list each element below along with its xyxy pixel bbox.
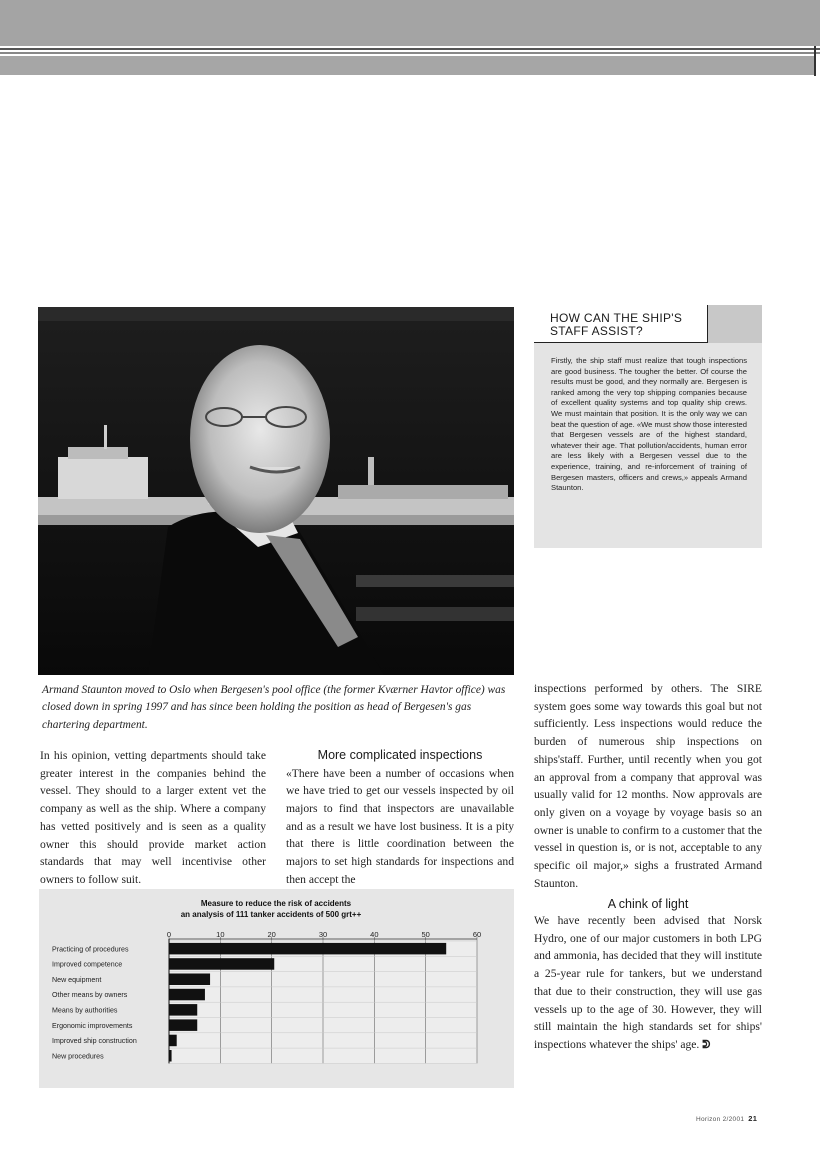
header-rule [0, 52, 820, 54]
x-tick-label: 20 [267, 930, 276, 939]
bar [169, 974, 210, 986]
x-tick-label: 10 [216, 930, 225, 939]
section-heading: A chink of light [607, 897, 689, 911]
article-text: We have recently been advised that Norsk Hydro, one of our major customers in both LPG and ammonia, has decided that they will institute a 25-year rule for tankers, but we understand that due to their construction, they will use gas vessels up to the age of 30. However, they will still maintain the high standards set for ships' inspections whatever the ships' age. [534, 914, 762, 1051]
end-mark: ᕲ [702, 1038, 711, 1051]
bar [169, 1004, 197, 1016]
bar [169, 989, 205, 1001]
article-column-1: In his opinion, vetting departments should take greater interest in the companies behind the vessel. They should to a larger extent vet the company as well as the ship. Where a company has vetted positively and is seen as a quality owner this should provide market action standards that may well incentivise other owners to follow suit. [40, 749, 266, 886]
photo-caption: Armand Staunton moved to Oslo when Bergesen's pool office (the former Kværner Havtor office) was closed down in spring 1997 and has since been holding the position as head of Bergesen's gas chartering department. [42, 684, 506, 731]
category-label: Ergonomic improvements [52, 1021, 133, 1030]
category-label: Improved ship construction [52, 1037, 137, 1046]
article-column-3-continued [534, 912, 762, 1055]
header-band [0, 0, 820, 46]
portrait-illustration [38, 307, 514, 675]
bar [169, 958, 274, 970]
sidebar-text: Firstly, the ship staff must realize that tough inspections are good business. The tougher the better. Of course the results must be good, and they normally are. Bergesen is ranked among the very top shipping companies because of excellent quality systems and top quality ship crews. We must maintain that position. It is the only way we can beat the question of age. «We must show those interested that Bergesen vessels are of the highest standard, whatever their age. That pollution/accidents, human error are less likely with a Bergesen vessel due to the experience, training, and re-inforcement of training of Bergesen masters, officers and crews,» appeals Armand Staunton. [551, 356, 747, 493]
accident-chart [39, 889, 514, 1088]
header-stripe [0, 56, 816, 75]
article-text: «There have been a number of occasions when we have tried to get our vessels inspected by oil majors to find that inspectors are unavailable and as a result we have lost business. It is a pity that there is little coordination between the majors to set high standards for inspections and then accept the [286, 766, 514, 886]
category-label: Improved competence [52, 960, 123, 969]
x-tick-label: 30 [318, 930, 328, 939]
x-tick-label: 50 [421, 930, 430, 939]
sidebar-header [534, 305, 762, 343]
bar [169, 943, 446, 955]
sidebar-tab [707, 305, 762, 343]
chart-title: Measure to reduce the risk of accidents [200, 899, 352, 908]
category-label: Other means by owners [52, 991, 128, 1000]
bar [169, 1019, 197, 1031]
bar [169, 1035, 177, 1047]
x-tick-label: 0 [166, 930, 172, 939]
chart-svg [39, 889, 514, 1088]
x-tick-label: 40 [370, 930, 379, 939]
category-label: New procedures [52, 1052, 104, 1061]
category-label: Means by authorities [52, 1006, 118, 1015]
category-label: Practicing of procedures [52, 945, 129, 954]
sidebar-title: HOW CAN THE SHIP'S STAFF ASSIST? [550, 311, 683, 338]
category-label: New equipment [52, 975, 102, 984]
article-column-3: inspections performed by others. The SIRE system goes some way towards this goal but not sufficiently. Less inspections would reduce the burden of numerous ship inspections on ships'staff. Further, until recently when you got an approval from a company that approval was usually valid for 12 months. Now approvals are only given on a voyage by voyage basis so an owner is unable to confirm to a customer that the vessel in question is, or is not, acceptable to any specific oil major,» sighs a frustrated Armand Staunton. [534, 682, 762, 890]
header-rule [0, 48, 820, 50]
edge-mark [814, 46, 816, 76]
article-column-2 [286, 747, 514, 888]
sidebar-box [534, 305, 762, 548]
magazine-issue: Horizon 2/2001 [696, 1116, 745, 1123]
x-tick-label: 60 [472, 930, 482, 939]
section-heading: More complicated inspections [317, 748, 483, 762]
chart-subtitle: an analysis of 111 tanker accidents of 500 grt++ [180, 910, 362, 919]
page-number: 21 [748, 1114, 758, 1123]
page-footer [696, 1114, 757, 1123]
portrait-photo [38, 307, 514, 675]
